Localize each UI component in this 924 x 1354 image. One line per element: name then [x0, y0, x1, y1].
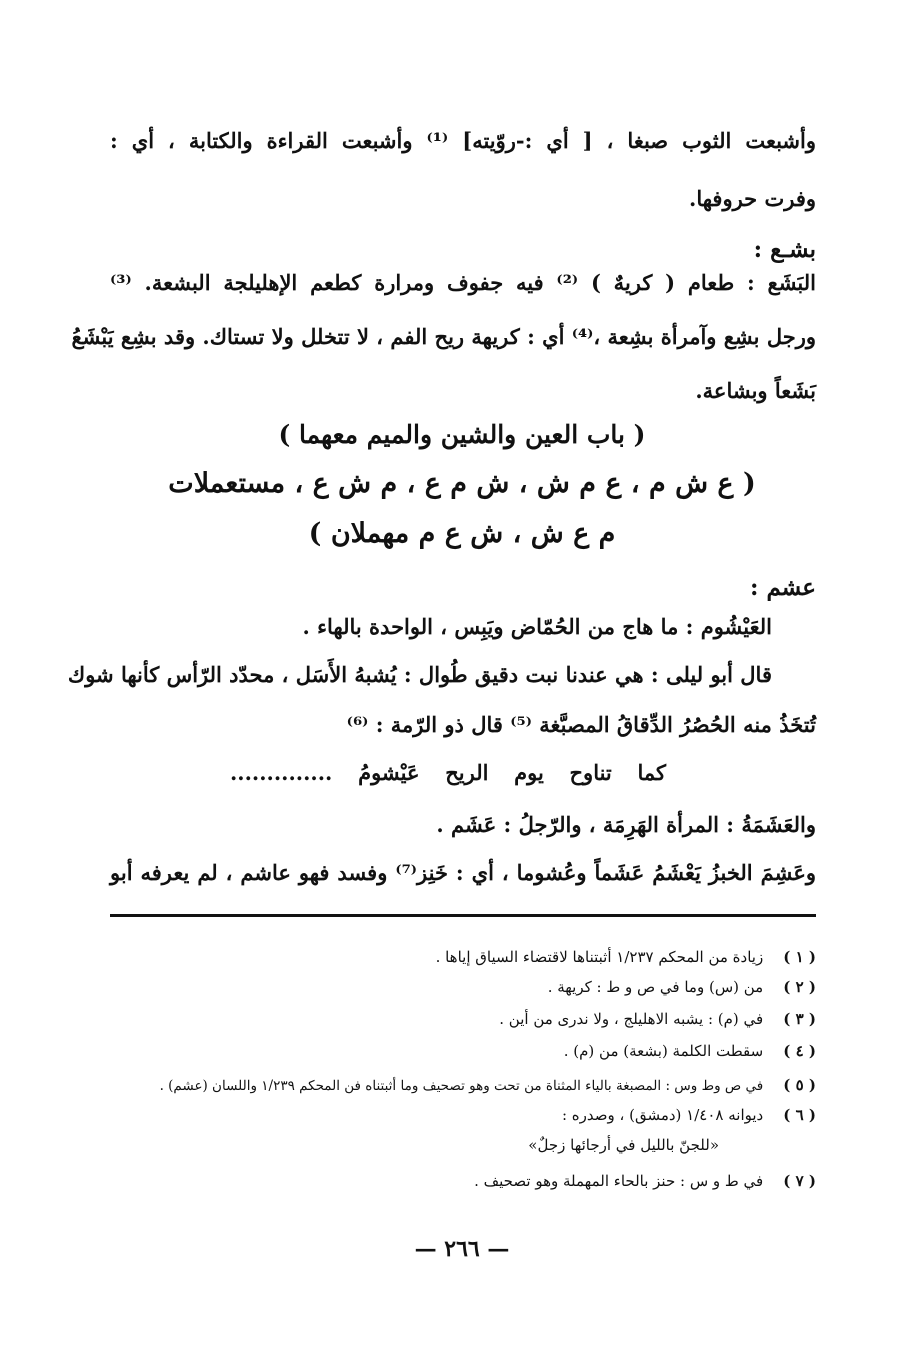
- footnote-number: ( ٦ ): [783, 1106, 816, 1124]
- section-title: ( باب العين والشين والميم معهما ): [278, 420, 646, 449]
- verse-dots: ..............: [230, 760, 333, 785]
- entry-heading-bashaa: بشـع :: [753, 236, 816, 263]
- footnote-text: في ص وط وس : المصبغة بالياء المثناة من تحت وهو تصحيف وما أثبتناه فن المحكم ١/٢٣٩ واللسان (عشم) .: [159, 1078, 764, 1094]
- footnote-text: زيادة من المحكم ١/٢٣٧ أثبتناها لاقتضاء السياق إياها .: [435, 948, 764, 966]
- footnote-2: [548, 978, 816, 996]
- footnote-4: [564, 1042, 816, 1060]
- footnote-number: ( ٥ ): [783, 1076, 816, 1094]
- footnote-number: ( ٤ ): [783, 1042, 816, 1060]
- footnote-number: ( ١ ): [783, 948, 816, 966]
- footnote-6-verse: «للجنّ بالليل في أرجائها زجلٌ»: [528, 1136, 719, 1154]
- footnote-1: [436, 948, 816, 966]
- entry-line-1: العَيْشُوم : ما هاج من الحُمّاض ويَبِس ، الواحدة بالهاء .: [302, 614, 772, 639]
- footnote-text: سقطت الكلمة (بشعة) من (م) .: [563, 1042, 764, 1060]
- page-number: — ٢٦٦ —: [414, 1236, 510, 1262]
- body-line-4: البَشَع : طعام ( كريهٌ ) ⁽²⁾ فيه جفوف ومرارة كطعم الإهليلجة البشعة. ⁽³⁾: [110, 270, 816, 295]
- body-line-6: بَشَعاً وبشاعة.: [695, 378, 816, 403]
- footnote-6: [562, 1106, 816, 1124]
- footnote-3: [499, 1010, 816, 1028]
- footnote-5: [160, 1076, 816, 1094]
- footnote-text: ديوانه ١/٤٠٨ (دمشق) ، وصدره :: [561, 1106, 764, 1124]
- footnote-separator: [110, 914, 816, 917]
- verse-line: [230, 760, 666, 785]
- entry-line-4: والعَشَمَةُ : المرأة الهَرِمَة ، والرّجلُ : عَشَم .: [436, 812, 816, 837]
- footnote-text: في ط و س : حنز بالحاء المهملة وهو تصحيف .: [474, 1172, 764, 1190]
- entry-heading-ashm: عشم :: [749, 574, 816, 601]
- section-permutations-2: م ع ش ، ش ع م مهملان ): [308, 518, 616, 549]
- footnote-number: ( ٢ ): [783, 978, 816, 996]
- footnote-7: [474, 1172, 816, 1190]
- footnote-text: من (س) وما في ص و ط : كريهة .: [547, 978, 764, 996]
- verse-text: كما تناوح يوم الريح عَيْشومُ: [358, 760, 666, 785]
- body-line-1: وأشبعت الثوب صبغا ، [ أي :-روّيته] ⁽¹⁾ وأشبعت القراءة والكتابة ، أي :: [110, 128, 817, 153]
- section-permutations-1: ( ع ش م ، ع م ش ، ش م ع ، م ش ع ، مستعملات: [168, 468, 756, 499]
- entry-line-3: تُتخَذُ منه الحُصُرُ الدِّقاقُ المصبَّغة ⁽⁵⁾ قال ذو الرّمة : ⁽⁶⁾: [346, 712, 816, 737]
- entry-line-2: قال أبو ليلى : هي عندنا نبت دقيق طُوال : يُشبهُ الأَسَل ، محدّد الرّأس كأنها شوك: [67, 662, 772, 687]
- body-line-5: ورجل بشِع وآمرأة بشِعة ،⁽⁴⁾ أي : كريهة ريح الفم ، لا تتخلل ولا تستاك. وقد بشِع يَبْشَعُ: [71, 324, 816, 349]
- entry-line-5: وعَشِمَ الخبزُ يَعْشَمُ عَشَماً وعُشوما ، أي : خَنِز⁽⁷⁾ وفسد فهو عاشم ، لم يعرفه أبو: [110, 860, 816, 885]
- footnote-number: ( ٧ ): [783, 1172, 816, 1190]
- footnote-text: في (م) : يشبه الاهليلج ، ولا ندرى من أين .: [499, 1010, 764, 1028]
- body-line-2: وفرت حروفها.: [689, 186, 816, 211]
- footnote-number: ( ٣ ): [783, 1010, 816, 1028]
